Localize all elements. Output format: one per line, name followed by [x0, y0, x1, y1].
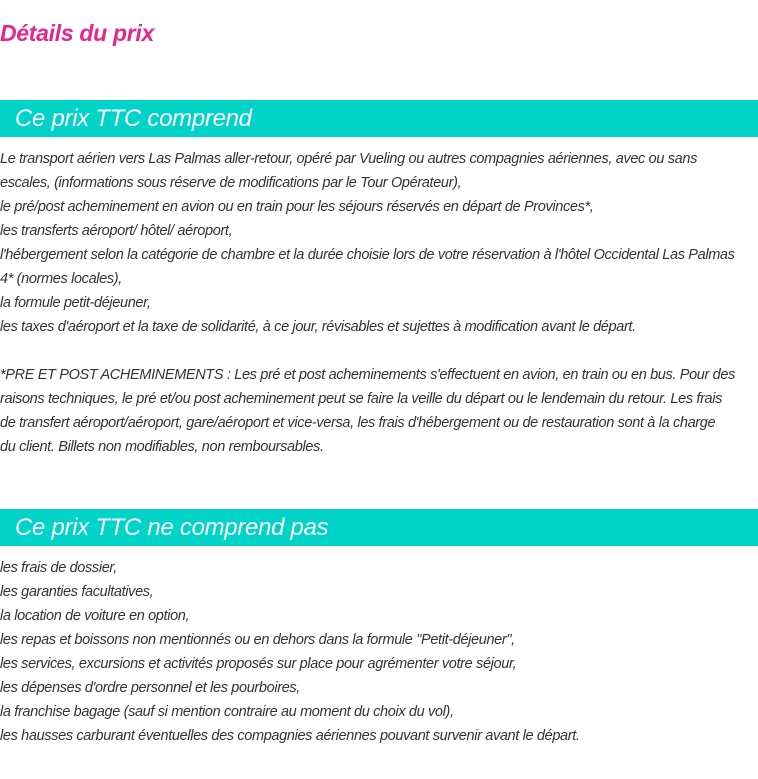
included-line: l'hébergement selon la catégorie de chambre et la durée choisie lors de votre réservation à l'hôtel Occidental Las Palmas — [0, 247, 735, 263]
page-title: Détails du prix — [0, 20, 154, 46]
excluded-line: les services, excursions et activités proposés sur place pour agrémenter votre séjour, — [0, 656, 517, 672]
excluded-text — [0, 556, 758, 748]
excluded-line: la location de voiture en option, — [0, 608, 190, 624]
included-section-header: Ce prix TTC comprend — [0, 100, 758, 137]
excluded-line: les frais de dossier, — [0, 560, 117, 576]
acheminement-note-line: de transfert aéroport/aéroport, gare/aéroport et vice-versa, les frais d'hébergement ou de restauration sont à la charge — [0, 415, 716, 431]
acheminement-note-line: *PRE ET POST ACHEMINEMENTS : Les pré et post acheminements s'effectuent en avion, en train ou en bus. Pour des — [0, 367, 736, 383]
excluded-line: les hausses carburant éventuelles des compagnies aériennes pouvant survenir avant le départ. — [0, 728, 580, 744]
included-line: escales, (informations sous réserve de modifications par le Tour Opérateur), — [0, 175, 462, 191]
included-line: le pré/post acheminement en avion ou en train pour les séjours réservés en départ de Provinces*, — [0, 199, 594, 215]
included-line: les taxes d'aéroport et la taxe de solidarité, à ce jour, révisables et sujettes à modification avant le départ. — [0, 319, 636, 335]
excluded-line: la franchise bagage (sauf si mention contraire au moment du choix du vol), — [0, 704, 454, 720]
excluded-line: les dépenses d'ordre personnel et les pourboires, — [0, 680, 300, 696]
included-line: Le transport aérien vers Las Palmas aller-retour, opéré par Vueling ou autres compagnies aériennes, avec ou sans — [0, 151, 697, 167]
included-line: les transferts aéroport/ hôtel/ aéroport, — [0, 223, 233, 239]
excluded-line: les garanties facultatives, — [0, 584, 154, 600]
excluded-section-header: Ce prix TTC ne comprend pas — [0, 509, 758, 546]
acheminement-note-line: du client. Billets non modifiables, non remboursables. — [0, 439, 324, 455]
included-line: la formule petit-déjeuner, — [0, 295, 151, 311]
included-text — [0, 147, 758, 459]
excluded-line: les repas et boissons non mentionnés ou en dehors dans la formule "Petit-déjeuner", — [0, 632, 515, 648]
acheminement-note-line: raisons techniques, le pré et/ou post acheminement peut se faire la veille du départ ou le lendemain du retour. Les frais — [0, 391, 723, 407]
paragraph-spacer — [0, 339, 758, 363]
included-line: 4* (normes locales), — [0, 271, 122, 287]
